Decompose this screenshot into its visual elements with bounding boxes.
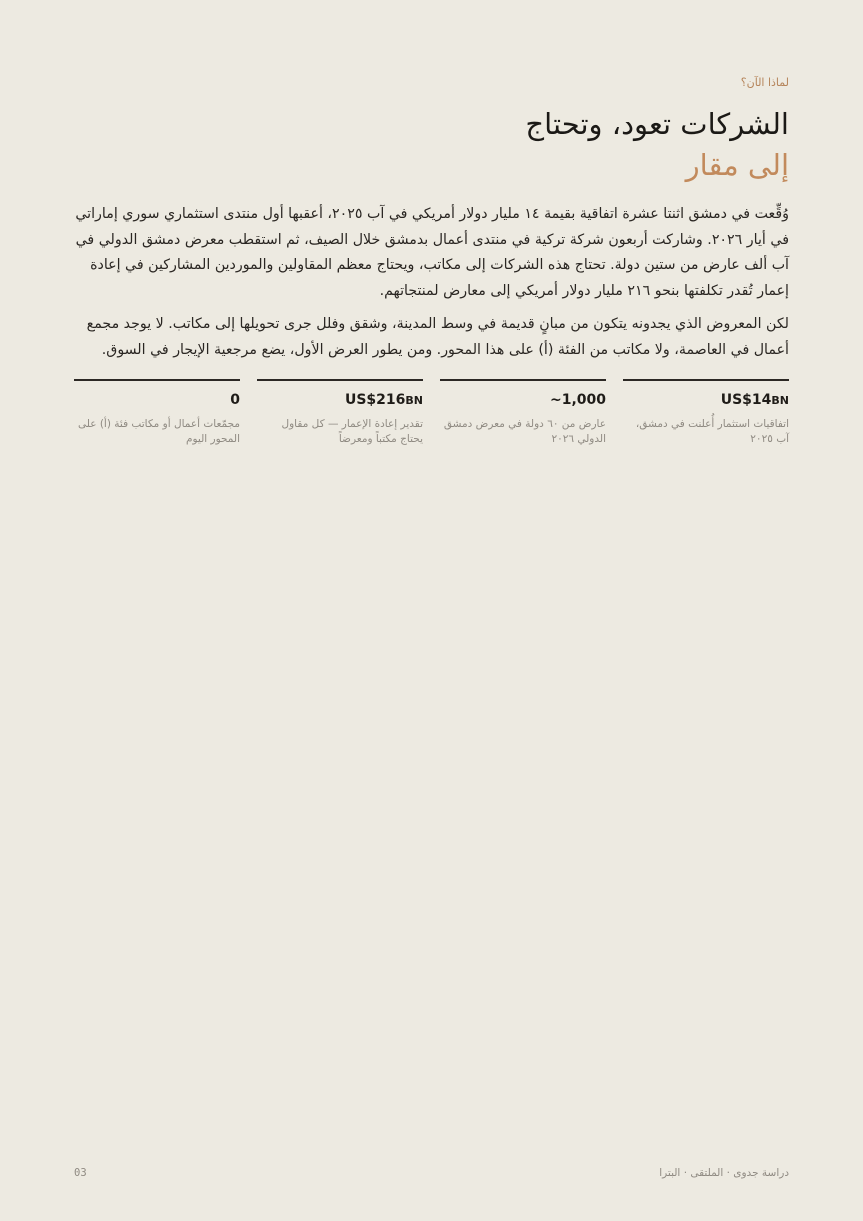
stat-card xyxy=(440,379,606,447)
body-text xyxy=(74,202,789,371)
stat-unit: BN xyxy=(771,394,789,407)
stat-unit: BN xyxy=(405,394,423,407)
stat-value xyxy=(623,392,789,408)
page xyxy=(74,0,789,1221)
page-title xyxy=(74,104,789,186)
page-number: 03 xyxy=(74,1167,87,1179)
stat-number: US$216 xyxy=(344,392,406,408)
stat-label: عارض من ٦٠ دولة في معرض دمشق الدولي ٢٠٢٦ xyxy=(443,418,606,445)
stat-number: 0 xyxy=(230,392,240,408)
stat-card xyxy=(74,379,240,447)
stat-label: اتفاقيات استثمار أُعلنت في دمشق، آب ٢٠٢٥ xyxy=(635,418,789,445)
footer-source: دراسة جدوى · الملتقى · البترا xyxy=(659,1167,789,1179)
title-line-1: الشركات تعود، وتحتاج xyxy=(525,107,789,141)
title-line-2: إلى مقار xyxy=(685,148,789,182)
stat-value xyxy=(257,392,423,408)
stat-number: ~1,000 xyxy=(549,392,606,408)
stat-value xyxy=(74,392,240,408)
stat-card xyxy=(257,379,423,447)
stat-value xyxy=(440,392,606,408)
stat-number: US$14 xyxy=(720,392,772,408)
section-eyebrow: لماذا الآن؟ xyxy=(740,76,789,89)
paragraph-2: لكن المعروض الذي يجدونه يتكون من مبانٍ قديمة في وسط المدينة، وشقق وفلل جرى تحويلها إلى مكاتب. لا يوجد مجمع أعمال في العاصمة، ولا مكاتب من الفئة (أ) على هذا المحور. ومن يطور العرض الأول، يضع مرجعية الإيجار في السوق. xyxy=(86,316,789,358)
paragraph-1: وُقِّعت في دمشق اثنتا عشرة اتفاقية بقيمة ١٤ مليار دولار أمريكي في آب ٢٠٢٥، أعقبها أول منتدى استثماري سوري إماراتي في أيار ٢٠٢٦. وشاركت أربعون شركة تركية في منتدى أعمال بدمشق خلال الصيف، ثم استقطب معرض دمشق الدولي في آب ألف عارض من ستين دولة. تحتاج هذه الشركات إلى مكاتب، ويحتاج معظم المقاولين والموردين المشاركين في إعادة إعمار تُقدر تكلفتها بنحو ٢١٦ مليار دولار أمريكي إلى معارض لمنتجاتهم. xyxy=(75,206,789,299)
stats-row xyxy=(74,379,789,447)
stat-label: تقدير إعادة الإعمار — كل مقاول يحتاج مكتباً ومعرضاً xyxy=(281,418,423,445)
stat-card xyxy=(623,379,789,447)
stat-label: مجمّعات أعمال أو مكاتب فئة (أ) على المحور اليوم xyxy=(78,418,240,445)
